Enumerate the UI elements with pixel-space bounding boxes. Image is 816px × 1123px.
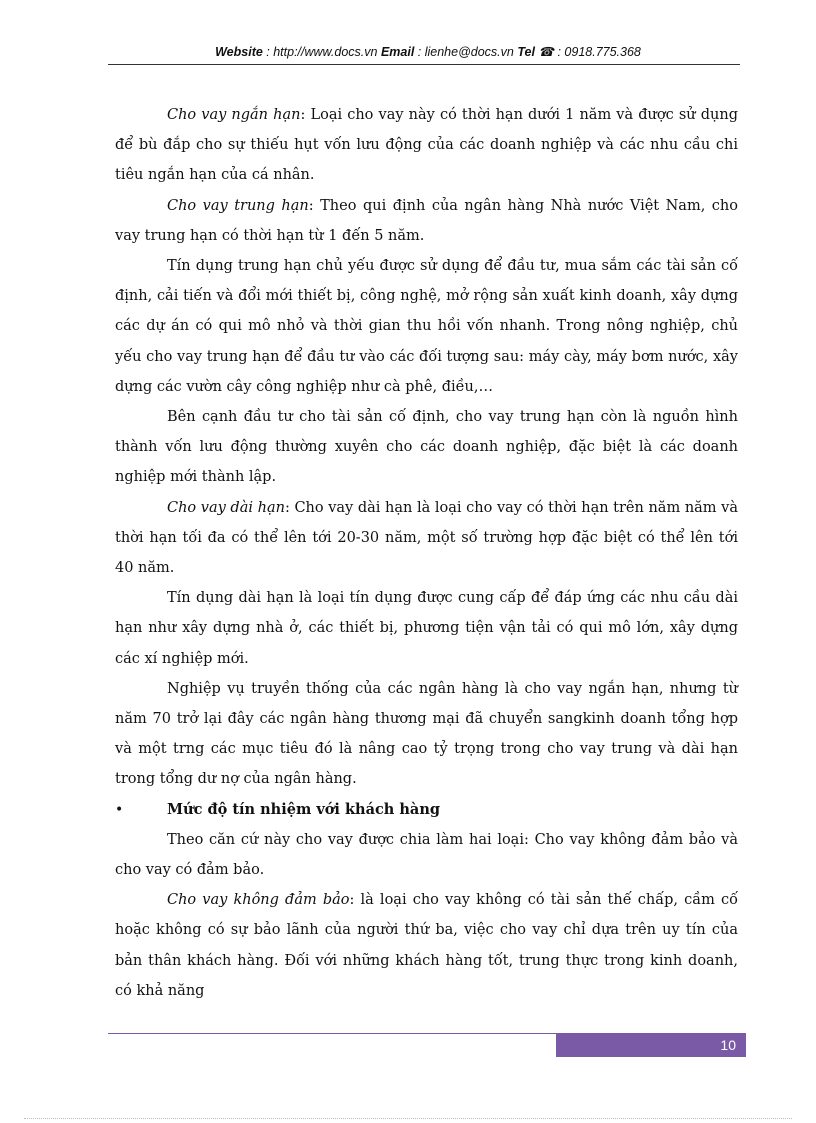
paragraph-long-term-credit	[115, 583, 738, 674]
term-label: Cho vay dài hạn	[167, 499, 285, 516]
paragraph-classification	[115, 825, 738, 885]
paragraph-short-term-loan	[115, 100, 738, 191]
email-address[interactable]: lienhe@docs.vn	[424, 45, 514, 59]
paragraph-text: Tín dụng dài hạn là loại tín dụng được cung cấp để đáp ứng các nhu cầu dài hạn như xây dựng nhà ở, các thiết bị, phương tiện vận tải có qui mô lớn, xây dựng các xí nghiệp mới.	[115, 590, 738, 667]
section-heading: Mức độ tín nhiệm với khách hàng	[167, 800, 441, 818]
tel-label: Tel	[517, 45, 535, 59]
term-label: Cho vay trung hạn	[167, 197, 309, 214]
website-url[interactable]: http://www.docs.vn	[273, 45, 378, 59]
paragraph-text: : Cho vay dài hạn là loại cho vay có thời hạn trên năm năm và thời hạn tối đa có thể lên tới 20-30 năm, một số trường hợp đặc biệt có thể lên tới 40 năm.	[115, 499, 739, 577]
paragraph-text: : là loại cho vay không có tài sản thế chấp, cầm cố hoặc không có sự bảo lãnh của người thứ ba, việc cho vay chỉ dựa trên uy tín của bản thân khách hàng. Đối với những khách hàng tốt, trung thực trong kinh doanh, có khả năng	[115, 892, 739, 999]
paragraph-text: : Loại cho vay này có thời hạn dưới 1 năm và được sử dụng để bù đắp cho sự thiếu hụt vốn lưu động của các doanh nghiệp và các nhu cầu chi tiêu ngắn hạn của cá nhân.	[115, 107, 738, 184]
paragraph-text: Bên cạnh đầu tư cho tài sản cố định, cho vay trung hạn còn là nguồn hình thành vốn lưu động thường xuyên cho các doanh nghiệp, đặc biệt là các doanh nghiệp mới thành lập.	[115, 409, 738, 486]
paragraph-long-term-loan	[115, 493, 738, 584]
email-separator: :	[414, 45, 425, 59]
term-label: Cho vay ngắn hạn	[167, 107, 301, 123]
website-separator: :	[262, 45, 274, 59]
paragraph-text: Tín dụng trung hạn chủ yếu được sử dụng để đầu tư, mua sắm các tài sản cố định, cải tiến và đổi mới thiết bị, công nghệ, mở rộng sản xuất kinh doanh, xây dựng các dự án có qui mô nhỏ và thời gian thu hồi vốn nhanh. Trong nông nghiệp, chủ yếu cho vay trung hạn để đầu tư vào các đối tượng sau: máy cày, máy bơm nước, xây dựng các vườn cây công nghiệp như cà phê, điều,…	[115, 258, 738, 395]
page-bottom-border	[24, 1118, 792, 1119]
bullet-heading	[115, 795, 738, 825]
document-body	[115, 100, 738, 1006]
paragraph-medium-term-loan	[115, 191, 738, 251]
term-label: Cho vay không đảm bảo	[167, 892, 350, 909]
email-label: Email	[380, 45, 415, 59]
paragraph-traditional-business	[115, 674, 738, 795]
paragraph-working-capital	[115, 402, 738, 493]
paragraph-text: Theo căn cứ này cho vay được chia làm hai loại: Cho vay không đảm bảo và cho vay có đảm bảo.	[115, 831, 738, 879]
bullet-icon: •	[115, 801, 124, 818]
paragraph-text: Nghiệp vụ truyền thống của các ngân hàng là cho vay ngắn hạn, nhưng từ năm 70 trở lại đây các ngân hàng thương mại đã chuyển sangkinh doanh tổng hợp và một trng các mục tiêu đó là nâng cao tỷ trọng trong cho vay trung và dài hạn trong tổng dư nợ của ngân hàng.	[115, 680, 738, 788]
paragraph-unsecured-loan	[115, 885, 738, 1006]
tel-number: 0918.775.368	[564, 45, 641, 59]
website-label: Website	[215, 45, 263, 59]
page-header	[108, 44, 748, 59]
tel-separator: ☎ :	[534, 45, 565, 59]
paragraph-medium-term-credit	[115, 251, 738, 402]
paragraph-text: : Theo qui định của ngân hàng Nhà nước Việt Nam, cho vay trung hạn có thời hạn từ 1 đến 5 năm.	[115, 197, 738, 244]
header-divider	[108, 64, 740, 65]
page-number: 10	[556, 1033, 746, 1057]
